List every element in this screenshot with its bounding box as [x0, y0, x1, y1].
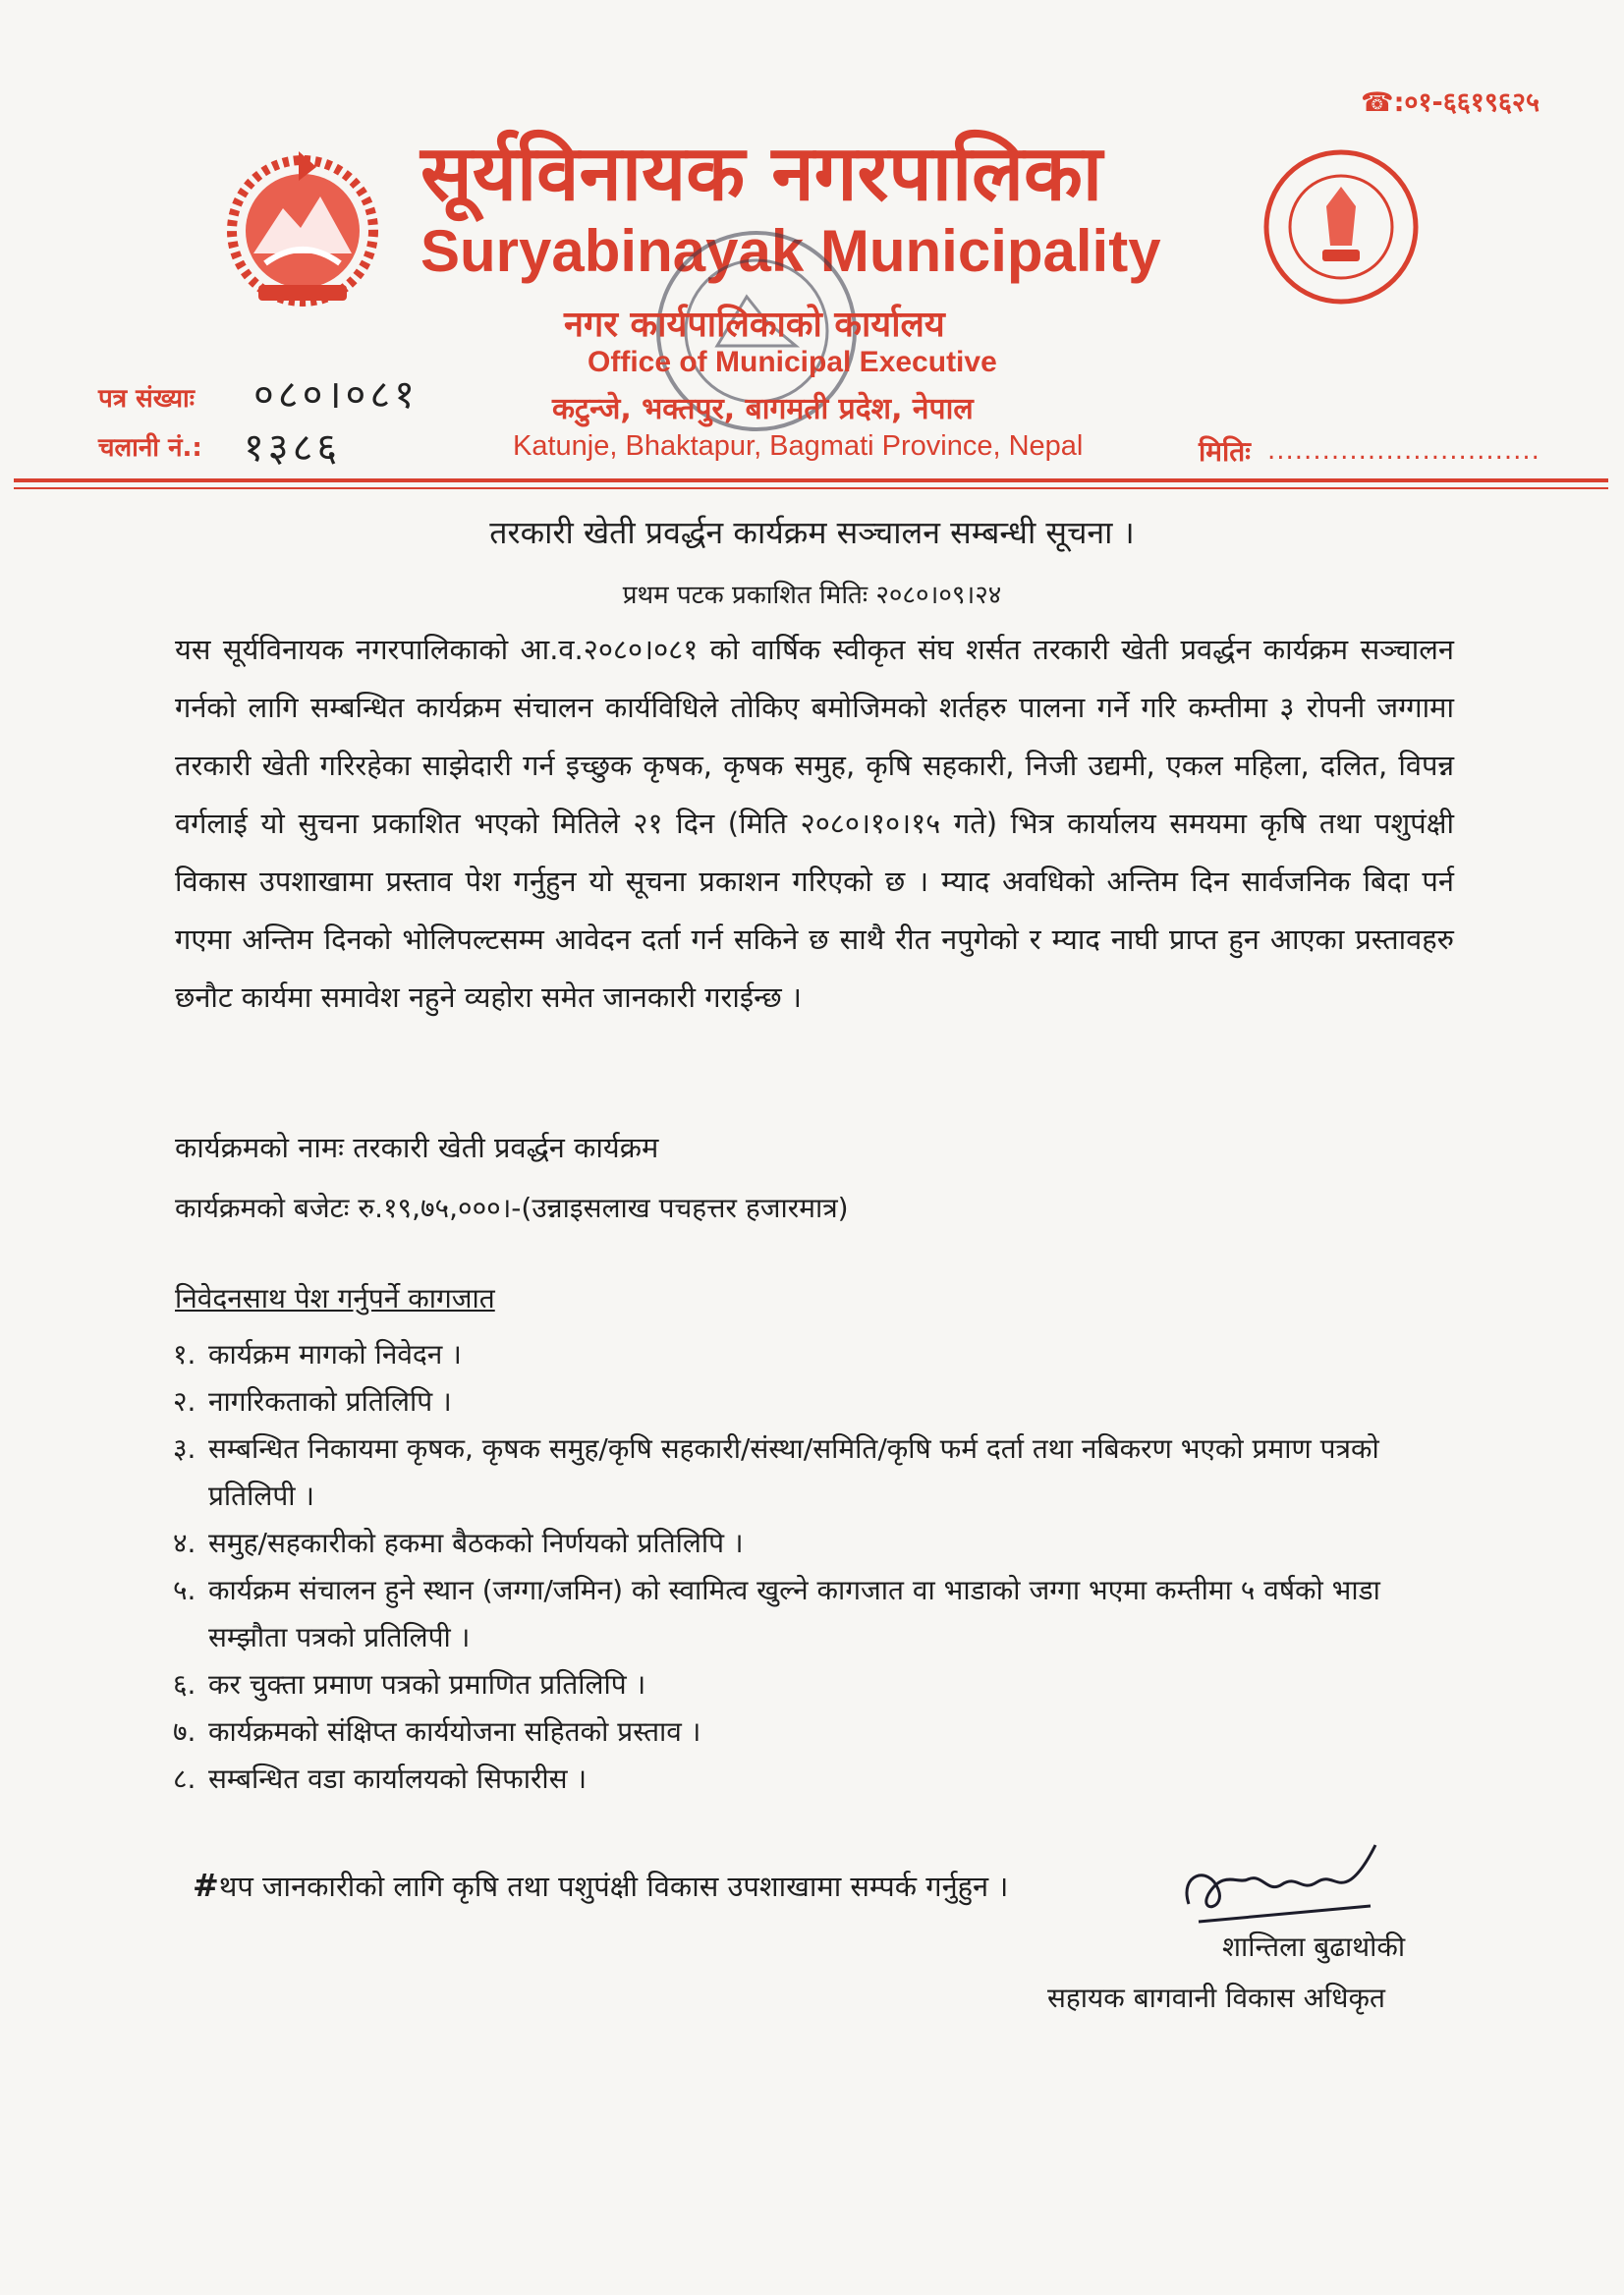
list-item — [173, 1426, 1460, 1520]
office-title-english: Office of Municipal Executive — [588, 346, 997, 378]
municipality-title-english: Suryabinayak Municipality — [420, 218, 1161, 284]
list-item-text: नागरिकताको प्रतिलिपि । — [208, 1385, 452, 1418]
address-english: Katunje, Bhaktapur, Bagmati Province, Nepal — [513, 430, 1084, 462]
list-item-text: कार्यक्रम मागको निवेदन । — [208, 1338, 462, 1371]
list-item-number: ७. — [173, 1715, 196, 1748]
list-item-number: ६. — [173, 1668, 196, 1701]
list-item-text: समुह/सहकारीको हकमा बैठकको निर्णयको प्रतिलिपि । — [208, 1527, 744, 1559]
list-item — [173, 1567, 1460, 1661]
municipality-seal-icon — [1261, 147, 1421, 307]
list-item-text: सम्बन्धित निकायमा कृषक, कृषक समुह/कृषि सहकारी/संस्था/समिति/कृषि फर्म दर्ता तथा नबिकरण भएको प्रमाण पत्रको प्रतिलिपी । — [208, 1432, 1379, 1512]
program-name: कार्यक्रमको नामः तरकारी खेती प्रवर्द्धन कार्यक्रम — [175, 1131, 659, 1164]
list-item-text: कार्यक्रम संचालन हुने स्थान (जग्गा/जमिन) को स्वामित्व खुल्ने कागजात वा भाडाको जग्गा भएमा कम्तीमा ५ वर्षको भाडा सम्झौता पत्रको प्रतिलिपी । — [208, 1574, 1380, 1653]
hash-mark: # — [193, 1867, 219, 1904]
dispatch-number-label: चलानी नं.: — [98, 433, 202, 463]
list-item — [173, 1756, 1460, 1803]
notice-body: यस सूर्यविनायक नगरपालिकाको आ.व.२०८०।०८१ को वार्षिक स्वीकृत संघ शर्सत तरकारी खेती प्रवर्द्धन कार्यक्रम सञ्चालन गर्नको लागि सम्बन्धित कार्यक्रम संचालन कार्यविधिले तोकिए बमोजिमको शर्तहरु पालना गर्ने गरि कम्तीमा ३ रोपनी जग्गामा तरकारी खेती गरिरहेका साझेदारी गर्न इच्छुक कृषक, कृषक समुह, कृषि सहकारी, निजी उद्यमी, एकल महिला, दलित, विपन्न वर्गलाई यो सुचना प्रकाशित भएको मितिले २१ दिन (मिति २०८०।१०।१५ गते) भित्र कार्यालय समयमा कृषि तथा पशुपंक्षी विकास उपशाखामा प्रस्ताव पेश गर्नुहुन यो सूचना प्रकाशन गरिएको छ । म्याद अवधिको अन्तिम दिन सार्वजनिक बिदा पर्न गएमा अन्तिम दिनको भोलिपल्टसम्म आवेदन दर्ता गर्न सकिने छ साथै रीत नपुगेको र म्याद नाघी प्राप्त हुन आएका प्रस्तावहरु छनौट कार्यमा समावेश नहुने व्यहोरा समेत जानकारी गराईन्छ । — [175, 633, 1454, 1014]
documents-list — [173, 1331, 1460, 1803]
published-date: प्रथम पटक प्रकाशित मितिः २०८०।०९।२४ — [622, 581, 1002, 610]
list-item — [173, 1708, 1460, 1756]
phone-number: ☎:०१-६६१९६२५ — [1361, 87, 1540, 118]
list-item-number: ८. — [173, 1763, 196, 1795]
contact-note-text: थप जानकारीको लागि कृषि तथा पशुपंक्षी विकास उपशाखामा सम्पर्क गर्नुहुन । — [218, 1870, 1009, 1903]
office-title-nepali: नगर कार्यपालिकाको कार्यालय — [564, 305, 945, 345]
header-rule — [14, 478, 1608, 482]
list-item-number: ४. — [173, 1527, 196, 1559]
signatory-name: शान्तिला बुढाथोकी — [1222, 1931, 1406, 1963]
letter-number-value: ०८०।०८१ — [253, 372, 419, 418]
list-item-number: ५. — [173, 1574, 196, 1606]
address-nepali: कटुन्जे, भक्तपुर, बागमती प्रदेश, नेपाल — [552, 392, 974, 426]
date-blank: .............................. — [1267, 436, 1540, 466]
list-item — [173, 1520, 1460, 1567]
program-budget: कार्यक्रमको बजेटः रु.१९,७५,०००।-(उन्नाइसलाख पचहत्तर हजारमात्र) — [175, 1192, 849, 1224]
dispatch-number-value: १३८६ — [244, 425, 342, 471]
letter-number-label: पत्र संख्याः — [98, 384, 196, 414]
list-item-text: कार्यक्रमको संक्षिप्त कार्ययोजना सहितको प्रस्ताव । — [208, 1715, 701, 1748]
municipality-title-nepali: सूर्यविनायक नगरपालिका — [420, 130, 1103, 218]
list-item-number: ३. — [173, 1432, 196, 1465]
list-item — [173, 1661, 1460, 1708]
list-item-text: सम्बन्धित वडा कार्यालयको सिफारीस । — [208, 1763, 588, 1795]
list-item — [173, 1331, 1460, 1378]
header-rule-thin — [14, 487, 1608, 489]
list-item-text: कर चुक्ता प्रमाण पत्रको प्रमाणित प्रतिलिपि । — [208, 1668, 646, 1701]
date-label: मितिः — [1199, 435, 1251, 468]
notice-subject: तरकारी खेती प्रवर्द्धन कार्यक्रम सञ्चालन सम्बन्धी सूचना । — [489, 514, 1135, 551]
nepal-emblem-icon — [214, 138, 391, 314]
signatory-title: सहायक बागवानी विकास अधिकृत — [1047, 1982, 1385, 2014]
list-item-number: २. — [173, 1385, 196, 1418]
list-item-number: १. — [173, 1338, 196, 1371]
documents-heading: निवेदनसाथ पेश गर्नुपर्ने कागजात — [175, 1282, 495, 1315]
list-item — [173, 1378, 1460, 1426]
contact-note — [193, 1867, 1008, 1905]
